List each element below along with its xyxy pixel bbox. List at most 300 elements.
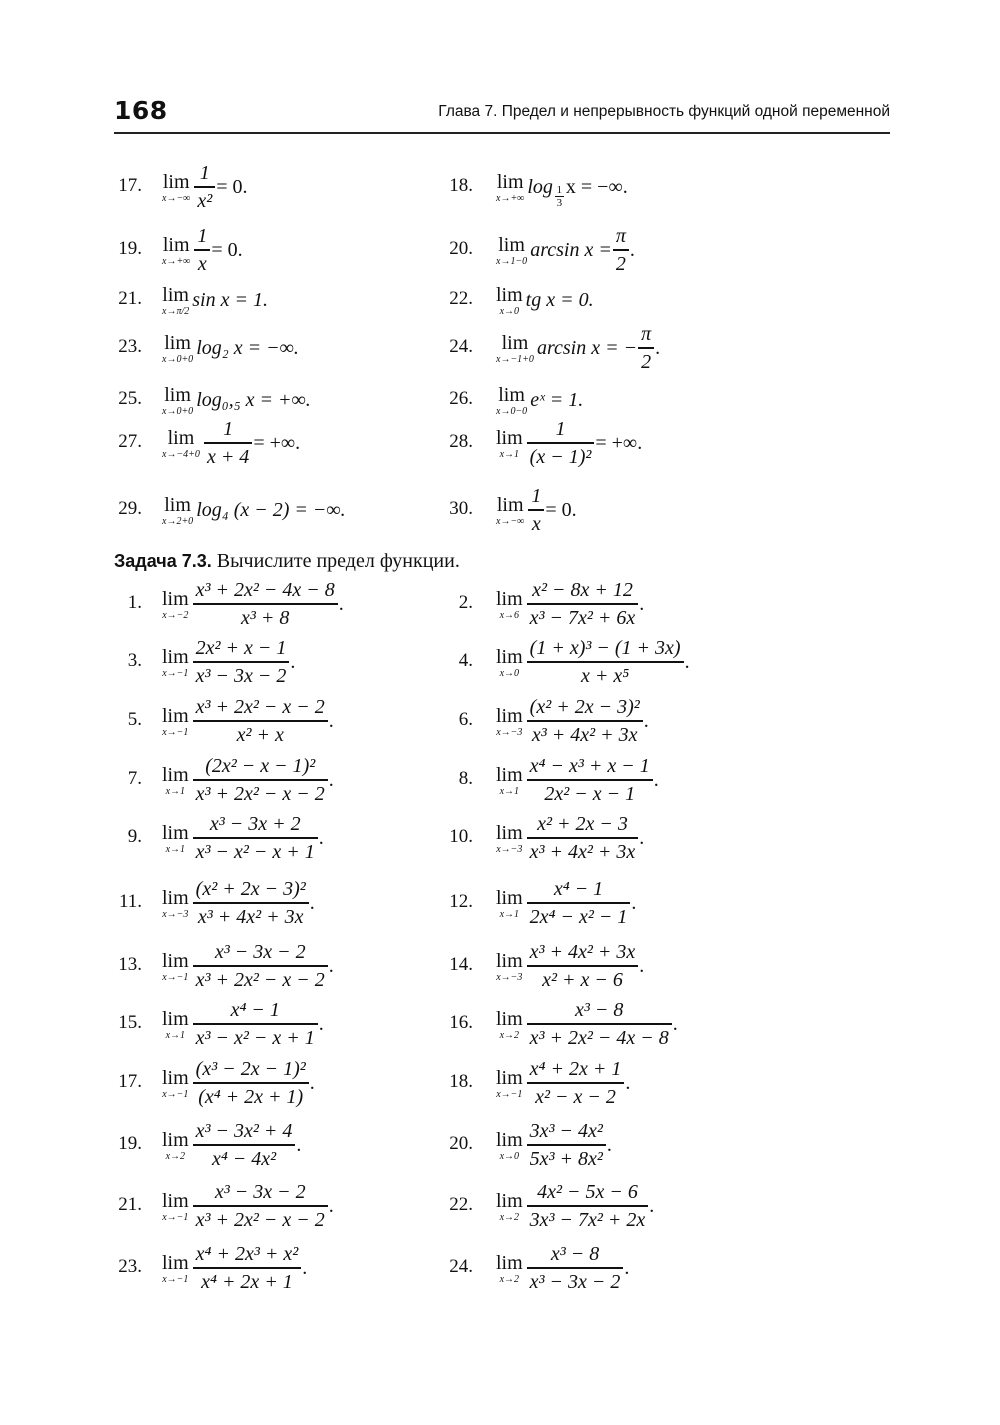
expression-suffix: . (318, 827, 324, 849)
limit-word: lim (496, 704, 523, 727)
fraction (193, 577, 338, 630)
limit-word: lim (501, 331, 529, 354)
denominator: 2x² − x − 1 (544, 782, 636, 805)
limit-expression (496, 413, 642, 473)
task-text: Вычислите предел функции. (216, 550, 460, 572)
exercise-number: 24. (449, 336, 473, 357)
limit-operator (496, 1129, 523, 1162)
expression-suffix: . (655, 337, 661, 359)
limit-operator (496, 1190, 523, 1223)
limit-subscript: x→0+0 (162, 353, 194, 365)
limit-operator (496, 284, 523, 317)
limit-expression (162, 936, 334, 996)
limit-word: lim (496, 426, 523, 449)
limit-word: lim (162, 704, 189, 727)
limit-expression (162, 994, 324, 1054)
limit-subscript: x→1−0 (496, 255, 528, 267)
fraction (527, 876, 631, 929)
numerator: x³ − 3x² + 4 (195, 1120, 293, 1143)
fraction (527, 811, 639, 864)
expression-prefix: tg x = 0. (525, 289, 594, 311)
limit-subscript: x→−3 (496, 971, 523, 983)
fraction (527, 1056, 625, 1109)
limit-word: lim (496, 1251, 523, 1274)
expression-suffix: . (606, 1134, 612, 1156)
expression-suffix: . (328, 955, 334, 977)
limit-word: lim (164, 331, 191, 354)
fraction (613, 223, 629, 276)
limit-word: lim (498, 233, 525, 256)
task-label: Задача 7.3. (114, 551, 212, 571)
limit-word: lim (496, 763, 523, 786)
limit-expression (162, 1053, 315, 1113)
fraction (528, 483, 544, 536)
limit-expression (162, 318, 299, 378)
limit-subscript: x→0 (499, 305, 520, 317)
limit-subscript: x→+∞ (162, 255, 191, 267)
expression-prefix: arcsin x = (530, 239, 612, 261)
denominator: (x⁴ + 2x + 1) (198, 1085, 304, 1108)
limit-operator (496, 494, 524, 527)
numerator: 3x³ − 4x² (529, 1120, 603, 1143)
limit-word: lim (162, 949, 189, 972)
denominator: x + 4 (206, 445, 250, 468)
limit-subscript: x→−∞ (496, 515, 525, 527)
exercise-number: 17. (118, 1071, 142, 1092)
limit-operator (162, 588, 189, 621)
fraction (527, 753, 653, 806)
limit-word: lim (162, 233, 190, 256)
denominator: x² (197, 189, 213, 212)
fraction (194, 223, 210, 276)
limit-subscript: x→π/2 (162, 305, 190, 317)
numerator: (x² + 2x − 3)² (195, 878, 306, 901)
exercise-number: 24. (449, 1256, 473, 1277)
fraction (193, 635, 290, 688)
fraction (527, 1118, 606, 1171)
exercise-number: 1. (127, 592, 142, 613)
expression-prefix: eˣ = 1. (530, 389, 584, 411)
expression-suffix: . (653, 769, 659, 791)
fraction (194, 160, 215, 213)
limit-operator (496, 588, 523, 621)
exercise-number: 25. (118, 388, 142, 409)
limit-operator (496, 822, 523, 855)
denominator: x + x⁵ (581, 664, 630, 687)
limit-word: lim (162, 1189, 189, 1212)
limit-operator (496, 171, 524, 204)
limit-operator (496, 1252, 523, 1285)
limit-expression (496, 1115, 612, 1175)
expression-suffix: . (639, 955, 645, 977)
denominator: x³ + 2x² − 4x − 8 (529, 1026, 669, 1049)
expression-suffix: . (629, 239, 635, 261)
limit-subscript: x→−3 (496, 843, 523, 855)
limit-subscript: x→−1 (162, 726, 189, 738)
denominator: x² + x − 6 (542, 968, 623, 991)
fraction (638, 321, 654, 374)
limit-operator (496, 332, 534, 365)
limit-subscript: x→−1 (496, 1088, 523, 1100)
limit-word: lim (496, 1007, 523, 1030)
expression-prefix: log₂ x = −∞. (196, 337, 299, 359)
limit-operator (496, 764, 523, 797)
expression-prefix: arcsin x = − (536, 337, 638, 359)
denominator: 3x³ − 7x² + 2x (529, 1208, 646, 1231)
limit-word: lim (167, 426, 195, 449)
exercise-number: 30. (449, 498, 473, 519)
denominator: x³ + 4x² + 3x (531, 723, 638, 746)
numerator: x⁴ − x³ + x − 1 (529, 755, 650, 778)
exercise-number: 18. (449, 175, 473, 196)
limit-word: lim (162, 821, 189, 844)
exercise-number: 4. (458, 650, 473, 671)
denominator: x³ + 4x² + 3x (197, 905, 304, 928)
fraction (193, 1179, 328, 1232)
exercise-number: 17. (118, 175, 142, 196)
numerator: π (615, 225, 626, 248)
limit-operator (496, 646, 523, 679)
denominator: 2x⁴ − x² − 1 (529, 905, 628, 928)
fraction (193, 876, 309, 929)
expression-suffix: . (328, 1195, 334, 1217)
limit-operator (496, 887, 523, 920)
numerator: (2x² − x − 1)² (205, 755, 316, 778)
limit-subscript: x→0 (499, 667, 520, 679)
limit-operator (496, 950, 523, 983)
expression-suffix: = +∞. (253, 432, 301, 454)
limit-subscript: x→0+0 (162, 405, 194, 417)
limit-operator (162, 1067, 189, 1100)
exercise-number: 6. (458, 709, 473, 730)
limit-subscript: x→1 (499, 448, 520, 460)
numerator: x³ − 3x + 2 (209, 813, 301, 836)
numerator: x³ + 2x² − 4x − 8 (195, 579, 335, 602)
numerator: x³ − 3x − 2 (214, 941, 306, 964)
numerator: 1 (199, 162, 210, 185)
fraction (204, 416, 252, 469)
numerator: x³ − 8 (575, 999, 624, 1022)
limit-subscript: x→2 (499, 1273, 520, 1285)
page-header (114, 96, 890, 130)
limit-subscript: x→2 (499, 1211, 520, 1223)
expression-suffix: . (639, 593, 645, 615)
limit-expression (162, 632, 295, 692)
limit-word: lim (162, 170, 190, 193)
exercise-number: 8. (458, 768, 473, 789)
limit-word: lim (162, 645, 189, 668)
numerator: x⁴ − 1 (230, 999, 280, 1022)
limit-subscript: x→+∞ (496, 192, 525, 204)
exercise-number: 23. (118, 1256, 142, 1277)
denominator: x (197, 252, 207, 275)
numerator: x³ − 3x − 2 (214, 1181, 306, 1204)
exercise-number: 10. (449, 826, 473, 847)
exercise-number: 21. (118, 1194, 142, 1215)
limit-operator (162, 427, 200, 460)
denominator: 2 (641, 350, 652, 373)
fraction (193, 811, 318, 864)
limit-word: lim (164, 493, 191, 516)
expression-suffix: . (672, 1013, 678, 1035)
limit-expression (162, 808, 324, 868)
limit-word: lim (496, 493, 524, 516)
numerator: 1 (531, 485, 542, 508)
denominator: x⁴ + 2x + 1 (201, 1270, 293, 1293)
denominator: x³ − 7x² + 6x (529, 606, 636, 629)
expression-suffix: . (338, 593, 344, 615)
limit-operator (162, 1129, 189, 1162)
numerator: x⁴ + 2x + 1 (529, 1058, 622, 1081)
denominator: 5x³ + 8x² (529, 1147, 603, 1170)
limit-word: lim (162, 1066, 189, 1089)
limit-word: lim (496, 170, 524, 193)
limit-subscript: x→−1 (162, 971, 189, 983)
limit-operator (162, 384, 193, 417)
limit-subscript: x→1 (499, 785, 520, 797)
numerator: x³ − 8 (550, 1243, 600, 1266)
numerator: x⁴ + 2x³ + x² (195, 1243, 299, 1266)
limit-word: lim (162, 1007, 189, 1030)
exercise-number: 20. (449, 1133, 473, 1154)
expression-suffix: . (328, 710, 334, 732)
limit-subscript: x→−1+0 (496, 353, 534, 365)
log-base-numerator: 1 (556, 183, 563, 196)
limit-operator (496, 705, 523, 738)
numerator: (1 + x)³ − (1 + 3x) (529, 637, 681, 660)
limit-subscript: x→2+0 (162, 515, 194, 527)
denominator: x³ + 8 (241, 606, 290, 629)
limit-expression (162, 480, 346, 540)
log-base-fraction (555, 184, 564, 209)
numerator: x⁴ − 1 (553, 878, 604, 901)
limit-word: lim (496, 1128, 523, 1151)
exercise-number: 19. (118, 1133, 142, 1154)
exercise-number: 3. (127, 650, 142, 671)
limit-operator (496, 1067, 523, 1100)
denominator: x³ − 3x − 2 (195, 664, 287, 687)
fraction (193, 997, 318, 1050)
numerator: 4x² − 5x − 6 (537, 1181, 638, 1204)
denominator: x³ + 2x² − x − 2 (195, 782, 325, 805)
limit-operator (162, 764, 189, 797)
limit-subscript: x→2 (165, 1150, 186, 1162)
expression-suffix: . (631, 892, 637, 914)
limit-subscript: x→−2 (162, 609, 189, 621)
fraction (527, 577, 639, 630)
exercise-number: 9. (127, 826, 142, 847)
limit-operator (162, 646, 189, 679)
limit-word: lim (496, 821, 523, 844)
expression-suffix: . (643, 710, 649, 732)
exercise-number: 21. (118, 288, 142, 309)
expression-suffix: . (296, 1134, 302, 1156)
numerator: 2x² + x − 1 (195, 637, 287, 660)
expression-prefix: log₄ (x − 2) = −∞. (196, 499, 346, 521)
limit-word: lim (496, 886, 523, 909)
limit-subscript: x→2 (499, 1029, 520, 1041)
fraction (193, 694, 328, 747)
limit-word: lim (162, 763, 189, 786)
exercise-number: 20. (449, 238, 473, 259)
limit-word: lim (496, 283, 523, 306)
limit-operator (496, 384, 527, 417)
fraction (527, 1241, 624, 1294)
limit-word: lim (162, 1251, 189, 1274)
exercise-number: 27. (118, 431, 142, 452)
limit-expression (162, 574, 344, 634)
expression-suffix: = 0. (216, 176, 248, 198)
numerator: 1 (197, 225, 208, 248)
limit-expression (496, 936, 644, 996)
exercise-number: 13. (118, 954, 142, 975)
limit-subscript: x→−3 (496, 726, 523, 738)
limit-word: lim (496, 949, 523, 972)
exercise-number: 2. (458, 592, 473, 613)
limit-expression (162, 1176, 334, 1236)
exercise-number: 14. (449, 954, 473, 975)
limit-operator (162, 234, 190, 267)
denominator: x² − x − 2 (535, 1085, 616, 1108)
expression-suffix: . (309, 892, 315, 914)
limit-subscript: x→−3 (162, 908, 189, 920)
limit-operator (162, 1008, 189, 1041)
denominator: x⁴ − 4x² (211, 1147, 277, 1170)
limit-word: lim (496, 1066, 523, 1089)
denominator: (x − 1)² (529, 445, 592, 468)
denominator: 2 (615, 252, 626, 275)
task-heading (114, 550, 460, 573)
limit-subscript: x→−1 (162, 667, 189, 679)
page-number: 168 (114, 96, 168, 125)
fraction (527, 939, 639, 992)
limit-expression (496, 318, 660, 378)
fraction (193, 1118, 296, 1171)
fraction (193, 1241, 302, 1294)
limit-operator (162, 705, 189, 738)
limit-expression (496, 632, 690, 692)
denominator: x³ − x² − x + 1 (195, 840, 315, 863)
limit-expression (162, 873, 315, 933)
exercise-number: 26. (449, 388, 473, 409)
expression-suffix: = +∞. (595, 432, 643, 454)
limit-expression (496, 1238, 629, 1298)
exercise-number: 7. (127, 768, 142, 789)
limit-word: lim (162, 587, 189, 610)
limit-expression (496, 691, 649, 751)
limit-subscript: x→0 (499, 1150, 520, 1162)
running-title: Глава 7. Предел и непрерывность функций одной переменной (438, 103, 890, 120)
header-rule (114, 132, 890, 134)
limit-subscript: x→6 (499, 609, 520, 621)
numerator: x³ + 2x² − x − 2 (195, 696, 325, 719)
fraction (193, 753, 328, 806)
limit-expression (496, 480, 577, 540)
limit-subscript: x→−1 (162, 1273, 189, 1285)
expression-suffix: . (684, 651, 690, 673)
limit-word: lim (162, 886, 189, 909)
limit-expression (162, 413, 300, 473)
denominator: x (531, 512, 541, 535)
exercise-number: 19. (118, 238, 142, 259)
limit-expression (496, 750, 659, 810)
expression-suffix: . (649, 1195, 655, 1217)
exercise-number: 11. (118, 891, 142, 912)
denominator: x² + x (236, 723, 284, 746)
limit-expression (162, 750, 334, 810)
limit-operator (496, 427, 523, 460)
numerator: 1 (223, 418, 234, 441)
fraction (527, 694, 643, 747)
log-base-denominator: 3 (556, 196, 563, 209)
numerator: x² + 2x − 3 (537, 813, 628, 836)
limit-word: lim (164, 383, 191, 406)
limit-expression (162, 1115, 301, 1175)
expression-suffix: . (624, 1257, 630, 1279)
limit-operator (162, 332, 193, 365)
denominator: x³ − 3x − 2 (529, 1270, 621, 1293)
numerator: (x² + 2x − 3)² (529, 696, 640, 719)
expression-suffix: . (625, 1072, 631, 1094)
limit-expression (162, 157, 247, 217)
expression-suffix: = 0. (545, 499, 577, 521)
fraction (527, 635, 684, 688)
limit-expression (496, 994, 678, 1054)
limit-subscript: x→1 (165, 785, 186, 797)
numerator: x² − 8x + 12 (532, 579, 633, 602)
expression-suffix: = 0. (211, 239, 243, 261)
limit-word: lim (498, 383, 525, 406)
exercise-number: 12. (449, 891, 473, 912)
limit-operator (162, 1252, 189, 1285)
expression-suffix: . (302, 1257, 308, 1279)
limit-operator (162, 1190, 189, 1223)
expression-suffix: . (309, 1072, 315, 1094)
limit-operator (162, 950, 189, 983)
numerator: π (641, 323, 652, 346)
expression-suffix: . (290, 651, 296, 673)
limit-expression (496, 808, 644, 868)
numerator: (x³ − 2x − 1)² (195, 1058, 306, 1081)
expression-suffix: . (328, 769, 334, 791)
limit-operator (162, 171, 190, 204)
limit-word: lim (162, 283, 189, 306)
limit-operator (162, 494, 193, 527)
limit-subscript: x→−4+0 (162, 448, 200, 460)
limit-subscript: x→1 (499, 908, 520, 920)
denominator: x³ + 2x² − x − 2 (195, 1208, 325, 1231)
limit-expression (496, 1176, 654, 1236)
limit-subscript: x→1 (165, 1029, 186, 1041)
limit-subscript: x→−1 (162, 1211, 189, 1223)
fraction (527, 997, 672, 1050)
denominator: x³ + 4x² + 3x (529, 840, 636, 863)
fraction (527, 1179, 649, 1232)
denominator: x³ − x² − x + 1 (195, 1026, 315, 1049)
limit-subscript: x→−1 (162, 1088, 189, 1100)
fraction (527, 416, 595, 469)
expression-prefix: sin x = 1. (192, 289, 268, 311)
denominator: x³ + 2x² − x − 2 (195, 968, 325, 991)
exercise-number: 28. (449, 431, 473, 452)
limit-expression (496, 574, 644, 634)
limit-word: lim (496, 645, 523, 668)
expression-suffix: . (639, 827, 645, 849)
numerator: x³ + 4x² + 3x (529, 941, 636, 964)
expression-suffix: x = −∞. (565, 176, 628, 198)
expression-suffix: . (318, 1013, 324, 1035)
exercise-number: 22. (449, 288, 473, 309)
